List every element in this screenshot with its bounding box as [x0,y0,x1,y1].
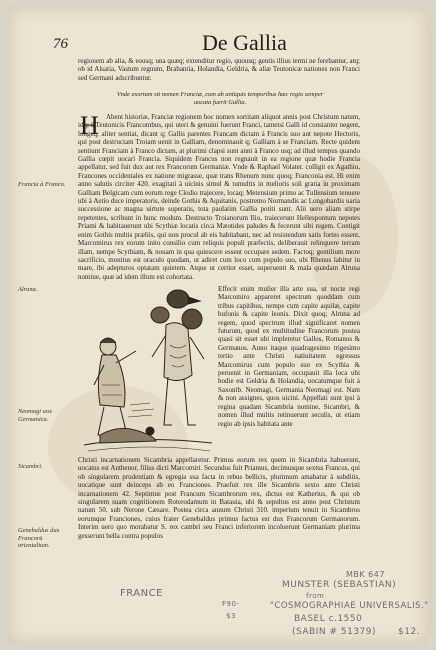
pencil-note-france: FRANCE [120,588,163,599]
main-paragraph-1: Abent historiæ, Franciæ regionem hoc nomen sortitam aliquot annis post Christum natum, idq; à Teutonicis Francombus, qui uteri & genuini fuerunt Franci, tametsi Galli id constanter negent, longeq; aliter sentiat, dicant q; Gallis parentes Francam dictam à Francis suo aut nepote Hectoris, qui post destructam Troiam uenit in Galliam, denominauit q; Galliam à se Franciam. Recte quidem sentiunt Franciam à Franco dictam, at plurimi clapsi sunt anni à Franco usq; ad illud tempus quando Gallia cœpit uocari Francia. Siquidem Francus non regnauit in ea regione quæ hodie Francia appellatur, sed fuit dux aut rex Francorum Germaniæ. Vnde & Raphael Volater. colligit ex Agathio, Francones occidentales ex natione migrasse, quæ trans Rhenum nunc quoq; Franconia est. Hi enim anno salutis circiter 420. exagitati à uicinis simul & tumultis in melioris soli gratia in proximam Galliam Belgicam cum eorum rege Clodio trajecere, locaq; Metensium primo ac Tullensium tenuere ubi à Aetio duce imperatoris, deinde Gothis & Aquitanis, postremo Normandis ac Longobardis uaria successione ac magna uirtute superatis, tota paulatim Gallia potiti sunt. Alii uero aliam stirpe repetentes, scribunt in hunc modum. Destructo Troianorum Ilio, traiecerunt Hellespontum nepotes Priami & habitauerunt ubi Scythiæ locatis circa Mæotides paludes & fecerunt sibi regem. Contigit enim Gothis multis præliis, qui non procul ab eis habitabant, nec ad resistendum satis fortes essent, Marcomirus rex eorum inito consilio cum reliquis populi præfectis, deliberauit relinquere terram illam, nempe Scythiam, & nouam in qua quiescere essent occupare sedem. Factoq; gentilium more sacrificio, monitus est oraculo quodam, ut adiret cum loco cum populo suo, ubi Rhenus labitur in mare, ibi adepturos optatam quietem. Atque ut certior esset, superuenit & mala quædam Alruna nomine, quæ ad idem illum est cohortata. [78,113,360,281]
pencil-note-from: from [306,592,325,600]
toad-head [151,307,169,323]
pencil-note-place-date: BASEL c.1550 [294,614,363,624]
running-head: De Gallia [202,30,287,55]
pencil-note-author: MUNSTER (SEBASTIAN) [282,580,397,590]
pencil-note-work: "COSMOGRAPHIAE UNIVERSALIS." [270,601,429,611]
main-paragraph-3: Christi incarnationem Sicambria appellaretur. Primus eorum rex quem in Sicambria habuerunt, uocatus est Anthenor, filius dicti Marcomiri. Secundus fuit Priamus, decimusque sextus Francus, qui ob singularem prudentiam & egregia sua facta in rebus bellicis, plurimum amabatur à subditis, uocatique sunt deinceps ab eo Franciones. Praefuit rex ille Sicambris sexto ante Christi incarnationem 42. Septimus post Francum Sicambrorum rex, dictus est Katherius, & qui ob singularem suam cognitionem Roterodamum in Batauia, ubi & sepultus est anno post Christum natum 50. sub Nerone Cæsare. Postea circa annum Christi 310. imperium tenuit in Sicambros eorumque Franciones, cuius frater Genebaldus primus factus est dux Francorum Germanorum. Interim uero quo morabatur S. rex cambri seu Franci inferiorem incoluerunt Germaniam plurima gesserunt bella contra populos [78,456,360,540]
eagle-head [167,290,189,308]
margin-note-neomagi: Neomagi uox Germanica. [18,408,52,423]
intro-paragraph: regionem ab alia, & eousq; una quæq; extenditur regio, quousq; gentis illius termi ne ferebantur, atq; ob id Alsatia, Vastum regnum, Brabantia, Holandia, Geldria, & aliæ Teutonicæ nationes non Franci sed Germani adscribuntur. [78,57,360,82]
margin-note-alruna: Alruna. [18,286,38,293]
drop-cap: H [80,111,99,140]
page-number: 76 [53,36,68,52]
pencil-note-catalog-id: MBK 647 [346,570,385,579]
pencil-note-mark: F90- [222,600,240,608]
margin-note-genebaldus: Genebaldus dux Francorū orientalium. [18,527,60,550]
main-paragraph-2: Effecit enim mulier illa arte sua, ut nocte regi Marcomiro appareret spectrum quoddam cum tribus capitibus, nempe cum capite aquilæ, capite bufonis & capite leonis. Dixit quoq; Alruna ad regem, quod spectrum illud significaret nomen futurum, quod ex multitudine Francorum postea quasi sit esset ubi impleretur Gallos, Romanos & Germanos. Anno itaque quadragesimo trigesimo tertio ante Christi natiuitatem egressus Marcomirus cum populo suo ex Scythia & peruenit in Germaniam, occupauit illa loca ubi hodie est Geldria & Holandia, uocatumque fuit à Saxonib. Neomagi, Germania Neomagi est. Nam & non assignes, quos uicini. Appellati sunt ipsi à regina quadam Sicambria nomine, Sicambri, & nomen illud multis retinuerunt seculis, ut etiam regio ab ipsis habitata ante [218,285,360,428]
margin-note-francia: Francia à Franco. [18,181,66,188]
woodcut-illustration [80,285,216,455]
pencil-note-price: $12. [398,627,421,637]
margin-note-sicambri: Sicambri. [18,463,43,470]
section-subtitle: Vnde exortum sit nomen Franciæ, cum ab antiquis temporibus hæc regio semper uocata fuerit Gallia. [116,91,324,106]
pencil-note-sabin: (SABIN # 51379) [292,627,377,637]
pencil-note-mark-2: $3 [226,612,236,620]
